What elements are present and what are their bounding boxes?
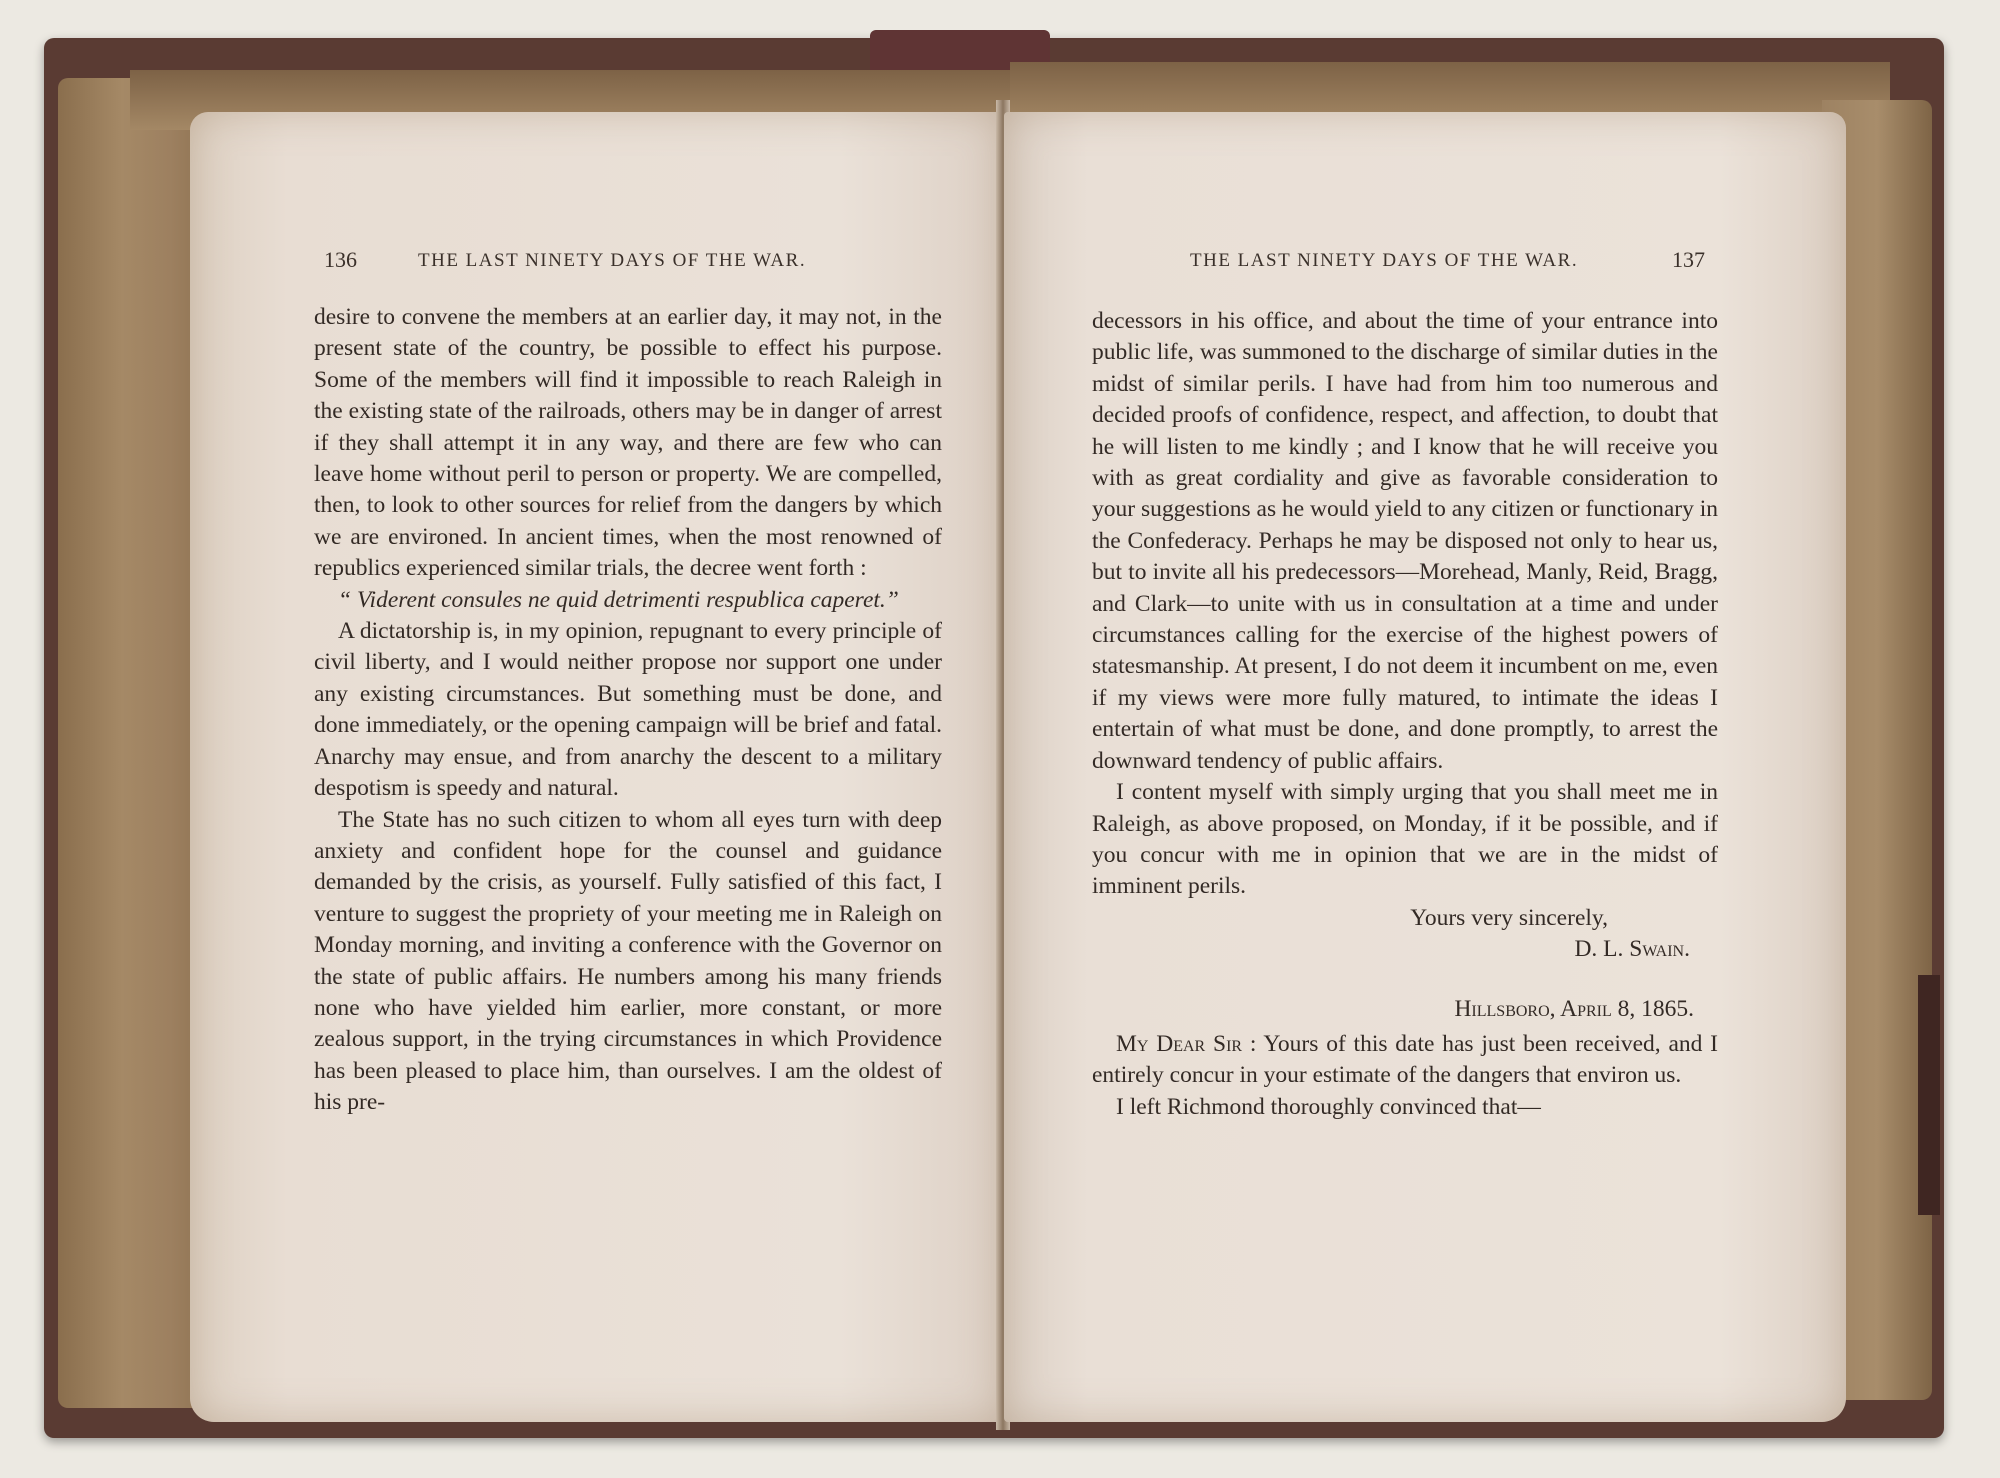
latin-quote: “ Viderent consules ne quid detrimenti respublica caperet.” <box>338 586 899 613</box>
right-page-text <box>1092 306 1718 1123</box>
bookmark-ribbon <box>1918 975 1940 1215</box>
letter-closing: Yours very sincerely, <box>1410 904 1608 931</box>
spacer <box>1092 966 1718 994</box>
paragraph: desire to convene the members at an earlier day, it may not, in the present state of the country, be possible to effect his purpose. Some of the members will find it impossible to reach Raleigh in the existing state of the railroads, others may be in danger of arrest if they shall attempt it in any way, and there are few who can leave home without peril to person or property. We are compelled, then, to look to other sources for relief from the dangers by which we are environed. In ancient times, when the most renowned of republics experienced similar trials, the decree went forth : <box>314 304 942 582</box>
paragraph: I content myself with simply urging that you shall meet me in Raleigh, as above proposed, on Monday, if it be possible, and if you concur with me in opinion that we are in the midst of imminent perils. <box>1092 779 1718 900</box>
letter-opening <box>1092 1029 1718 1092</box>
right-page <box>1004 112 1846 1422</box>
page-number-right: 137 <box>1672 247 1705 272</box>
running-head-right: THE LAST NINETY DAYS OF THE WAR. <box>1190 250 1579 271</box>
paragraph: The State has no such citizen to whom all eyes turn with deep anxiety and confident hope for the counsel and guidance demanded by the crisis, as yourself. Fully satisfied of this fact, I venture to suggest the propriety of your meeting me in Raleigh on Monday morning, and inviting a conference with the Governor on the state of public affairs. He numbers among his many friends none who have yielded him earlier, more constant, or more zealous support, in the trying circumstances in which Providence has been pleased to place him, than ourselves. I am the oldest of his pre- <box>314 806 942 1116</box>
paragraph: decessors in his office, and about the time of your entrance into public life, was summoned to the discharge of similar duties in the midst of similar perils. I have had from him too numerous and decided proofs of confidence, respect, and affection, to doubt that he will listen to me kindly ; and I know that he will receive you with as great cordiality and give as favorable consideration to your suggestions as he would yield to any citizen or functionary in the Confederacy. Perhaps he may be disposed not only to hear us, but to invite all his predecessors—Morehead, Manly, Reid, Bragg, and Clark—to unite with us in consultation at a time and under circumstances calling for the exercise of the highest powers of statesmanship. At present, I do not deem it incumbent on me, even if my views were more fully matured, to intimate the ideas I entertain of what must be done, and done promptly, to arrest the downward tendency of public affairs. <box>1092 308 1718 774</box>
running-head-left: THE LAST NINETY DAYS OF THE WAR. <box>418 250 807 271</box>
letter-salutation: My Dear Sir : <box>1116 1030 1257 1057</box>
paragraph: A dictatorship is, in my opinion, repugnant to every principle of civil liberty, and I would neither propose nor support one under any existing circumstances. But something must be done, and done immediately, or the opening campaign will be brief and fatal. Anarchy may ensue, and from anarchy the descent to a military despotism is speedy and natural. <box>314 618 942 802</box>
letter-body: Yours of this date has just been received, and I entirely concur in your estimate of the dangers that environ us. <box>1092 1030 1718 1089</box>
letter-signature: D. L. Swain. <box>1574 936 1690 963</box>
left-page-text <box>314 302 942 1119</box>
left-page <box>190 112 1002 1422</box>
paragraph: I left Richmond thoroughly convinced that— <box>1116 1093 1541 1120</box>
page-number-left: 136 <box>324 247 357 272</box>
letter-dateline: Hillsboro, April 8, 1865. <box>1454 995 1694 1022</box>
